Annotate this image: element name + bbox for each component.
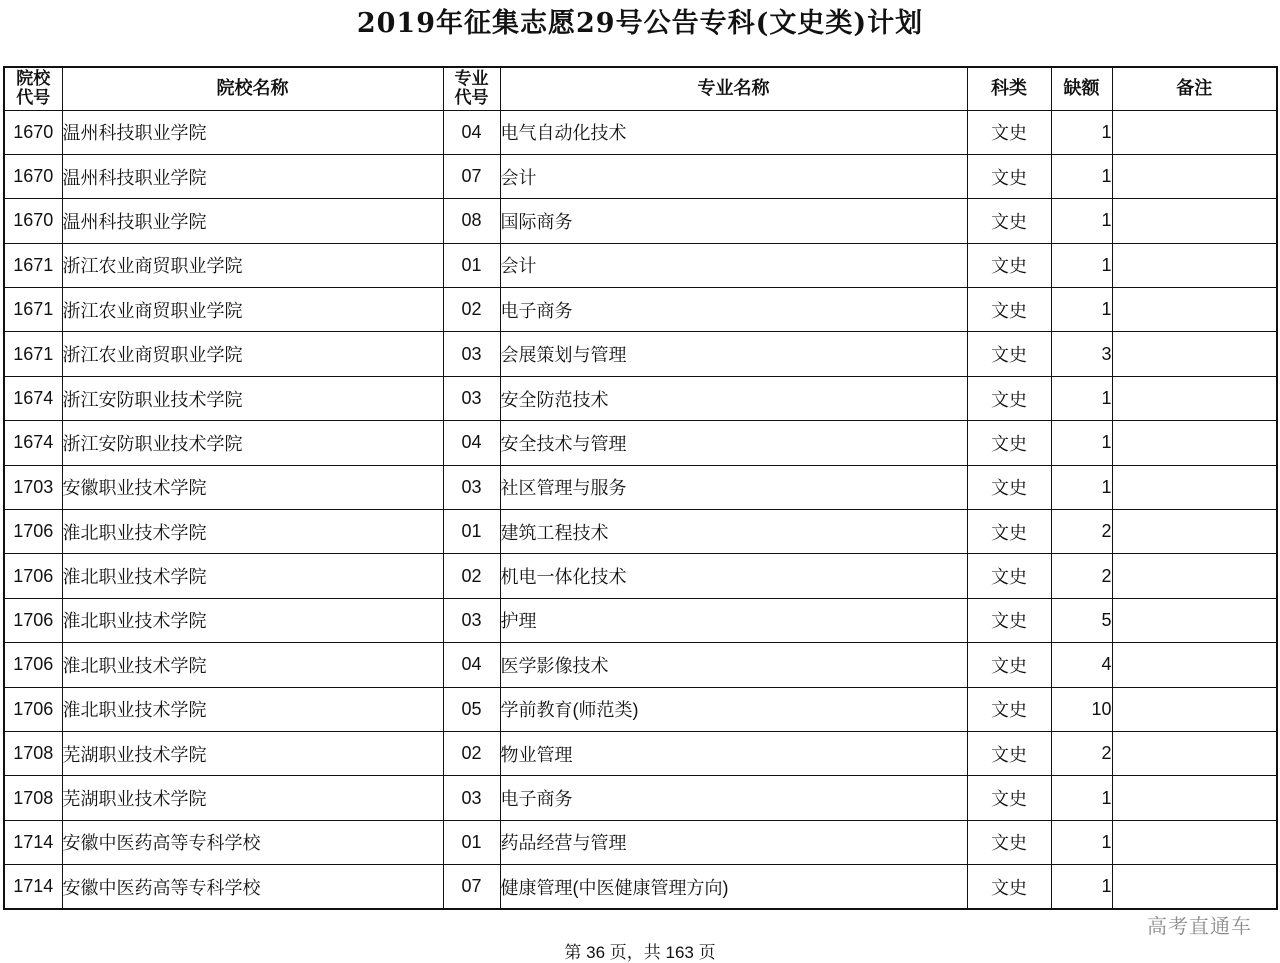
notes-cell — [1112, 687, 1277, 731]
table-row — [4, 154, 1277, 198]
school-code-cell: 1714 — [4, 820, 62, 864]
school-name-cell: 浙江农业商贸职业学院 — [62, 332, 443, 376]
category-cell: 文史 — [967, 376, 1051, 420]
table-row — [4, 199, 1277, 243]
category-cell: 文史 — [967, 199, 1051, 243]
notes-cell — [1112, 243, 1277, 287]
major-name-cell: 机电一体化技术 — [500, 554, 967, 598]
school-name-cell: 温州科技职业学院 — [62, 110, 443, 154]
quota-cell: 1 — [1051, 199, 1112, 243]
major-code-cell: 01 — [443, 243, 500, 287]
school-name-cell: 浙江农业商贸职业学院 — [62, 288, 443, 332]
major-code-cell: 03 — [443, 776, 500, 820]
category-cell: 文史 — [967, 510, 1051, 554]
major-code-cell: 03 — [443, 376, 500, 420]
school-name-cell: 浙江农业商贸职业学院 — [62, 243, 443, 287]
category-cell: 文史 — [967, 243, 1051, 287]
school-name-cell: 芜湖职业技术学院 — [62, 776, 443, 820]
school-code-cell: 1714 — [4, 865, 62, 909]
quota-cell: 10 — [1051, 687, 1112, 731]
notes-cell — [1112, 465, 1277, 509]
category-cell: 文史 — [967, 776, 1051, 820]
quota-cell: 1 — [1051, 288, 1112, 332]
header-notes: 备注 — [1112, 67, 1277, 110]
school-code-cell: 1708 — [4, 731, 62, 775]
quota-cell: 1 — [1051, 421, 1112, 465]
quota-cell: 2 — [1051, 510, 1112, 554]
category-cell: 文史 — [967, 865, 1051, 909]
school-code-cell: 1674 — [4, 421, 62, 465]
notes-cell — [1112, 421, 1277, 465]
major-code-cell: 08 — [443, 199, 500, 243]
table-row — [4, 776, 1277, 820]
school-name-cell: 浙江安防职业技术学院 — [62, 421, 443, 465]
major-name-cell: 会计 — [500, 243, 967, 287]
notes-cell — [1112, 510, 1277, 554]
school-code-cell: 1670 — [4, 110, 62, 154]
quota-cell: 1 — [1051, 376, 1112, 420]
school-code-cell: 1706 — [4, 554, 62, 598]
table-row — [4, 731, 1277, 775]
header-major-name: 专业名称 — [500, 67, 967, 110]
quota-cell: 1 — [1051, 465, 1112, 509]
table-row — [4, 465, 1277, 509]
quota-cell: 3 — [1051, 332, 1112, 376]
major-code-cell: 07 — [443, 865, 500, 909]
notes-cell — [1112, 154, 1277, 198]
major-code-cell: 07 — [443, 154, 500, 198]
notes-cell — [1112, 643, 1277, 687]
notes-cell — [1112, 288, 1277, 332]
school-name-cell: 温州科技职业学院 — [62, 154, 443, 198]
major-code-cell: 01 — [443, 510, 500, 554]
header-quota: 缺额 — [1051, 67, 1112, 110]
table-row — [4, 421, 1277, 465]
major-code-cell: 04 — [443, 421, 500, 465]
quota-cell: 1 — [1051, 776, 1112, 820]
quota-cell: 1 — [1051, 110, 1112, 154]
table-row — [4, 687, 1277, 731]
school-name-cell: 浙江安防职业技术学院 — [62, 376, 443, 420]
school-name-cell: 安徽中医药高等专科学校 — [62, 865, 443, 909]
table-row — [4, 554, 1277, 598]
major-name-cell: 药品经营与管理 — [500, 820, 967, 864]
category-cell: 文史 — [967, 288, 1051, 332]
quota-cell: 2 — [1051, 554, 1112, 598]
school-code-cell: 1706 — [4, 687, 62, 731]
school-name-cell: 温州科技职业学院 — [62, 199, 443, 243]
school-name-cell: 安徽中医药高等专科学校 — [62, 820, 443, 864]
quota-cell: 1 — [1051, 154, 1112, 198]
major-code-cell: 04 — [443, 643, 500, 687]
header-category: 科类 — [967, 67, 1051, 110]
major-name-cell: 社区管理与服务 — [500, 465, 967, 509]
category-cell: 文史 — [967, 110, 1051, 154]
quota-cell: 1 — [1051, 820, 1112, 864]
school-code-cell: 1703 — [4, 465, 62, 509]
major-code-cell: 03 — [443, 332, 500, 376]
major-name-cell: 护理 — [500, 598, 967, 642]
school-code-cell: 1670 — [4, 199, 62, 243]
school-code-cell: 1671 — [4, 288, 62, 332]
header-school-code-line2: 代号 — [16, 87, 51, 108]
school-name-cell: 淮北职业技术学院 — [62, 687, 443, 731]
quota-cell: 5 — [1051, 598, 1112, 642]
major-code-cell: 02 — [443, 554, 500, 598]
school-name-cell: 安徽职业技术学院 — [62, 465, 443, 509]
major-name-cell: 会计 — [500, 154, 967, 198]
table-header — [4, 67, 1277, 110]
category-cell: 文史 — [967, 731, 1051, 775]
school-code-cell: 1706 — [4, 643, 62, 687]
category-cell: 文史 — [967, 820, 1051, 864]
category-cell: 文史 — [967, 421, 1051, 465]
major-name-cell: 健康管理(中医健康管理方向) — [500, 865, 967, 909]
header-school-name: 院校名称 — [62, 67, 443, 110]
table-row — [4, 332, 1277, 376]
school-name-cell: 淮北职业技术学院 — [62, 643, 443, 687]
table-row — [4, 288, 1277, 332]
watermark: 高考直通车 — [1147, 914, 1252, 938]
header-major-code — [443, 67, 500, 110]
major-name-cell: 会展策划与管理 — [500, 332, 967, 376]
major-name-cell: 物业管理 — [500, 731, 967, 775]
school-code-cell: 1706 — [4, 510, 62, 554]
school-code-cell: 1708 — [4, 776, 62, 820]
major-code-cell: 02 — [443, 288, 500, 332]
category-cell: 文史 — [967, 598, 1051, 642]
major-name-cell: 安全技术与管理 — [500, 421, 967, 465]
quota-cell: 1 — [1051, 865, 1112, 909]
major-name-cell: 电气自动化技术 — [500, 110, 967, 154]
major-name-cell: 建筑工程技术 — [500, 510, 967, 554]
table-row — [4, 510, 1277, 554]
quota-cell: 2 — [1051, 731, 1112, 775]
notes-cell — [1112, 731, 1277, 775]
page-title: 2019年征集志愿29号公告专科(文史类)计划 — [356, 8, 924, 39]
school-code-cell: 1670 — [4, 154, 62, 198]
major-code-cell: 04 — [443, 110, 500, 154]
notes-cell — [1112, 598, 1277, 642]
table-row — [4, 243, 1277, 287]
school-name-cell: 芜湖职业技术学院 — [62, 731, 443, 775]
school-code-cell: 1671 — [4, 243, 62, 287]
major-name-cell: 安全防范技术 — [500, 376, 967, 420]
table-row — [4, 376, 1277, 420]
major-code-cell: 05 — [443, 687, 500, 731]
page-number: 第 36 页，共 163 页 — [564, 943, 716, 962]
table-row — [4, 865, 1277, 909]
quota-cell: 1 — [1051, 243, 1112, 287]
school-name-cell: 淮北职业技术学院 — [62, 554, 443, 598]
notes-cell — [1112, 199, 1277, 243]
school-code-cell: 1671 — [4, 332, 62, 376]
major-name-cell: 医学影像技术 — [500, 643, 967, 687]
category-cell: 文史 — [967, 643, 1051, 687]
school-name-cell: 淮北职业技术学院 — [62, 510, 443, 554]
notes-cell — [1112, 110, 1277, 154]
major-code-cell: 03 — [443, 598, 500, 642]
school-code-cell: 1706 — [4, 598, 62, 642]
major-code-cell: 02 — [443, 731, 500, 775]
school-code-cell: 1674 — [4, 376, 62, 420]
notes-cell — [1112, 820, 1277, 864]
notes-cell — [1112, 332, 1277, 376]
major-code-cell: 01 — [443, 820, 500, 864]
notes-cell — [1112, 776, 1277, 820]
major-code-cell: 03 — [443, 465, 500, 509]
plan-table — [3, 66, 1278, 910]
table-row — [4, 598, 1277, 642]
quota-cell: 4 — [1051, 643, 1112, 687]
category-cell: 文史 — [967, 687, 1051, 731]
notes-cell — [1112, 554, 1277, 598]
major-name-cell: 学前教育(师范类) — [500, 687, 967, 731]
notes-cell — [1112, 865, 1277, 909]
category-cell: 文史 — [967, 154, 1051, 198]
header-major-code-line2: 代号 — [454, 87, 489, 108]
school-name-cell: 淮北职业技术学院 — [62, 598, 443, 642]
table-row — [4, 110, 1277, 154]
major-name-cell: 国际商务 — [500, 199, 967, 243]
table-row — [4, 643, 1277, 687]
category-cell: 文史 — [967, 332, 1051, 376]
header-school-code-line1: 院校 — [16, 68, 51, 89]
header-major-code-line1: 专业 — [454, 68, 489, 89]
major-name-cell: 电子商务 — [500, 288, 967, 332]
header-school-code — [4, 67, 62, 110]
category-cell: 文史 — [967, 465, 1051, 509]
table-body — [4, 110, 1277, 909]
category-cell: 文史 — [967, 554, 1051, 598]
major-name-cell: 电子商务 — [500, 776, 967, 820]
notes-cell — [1112, 376, 1277, 420]
table-row — [4, 820, 1277, 864]
